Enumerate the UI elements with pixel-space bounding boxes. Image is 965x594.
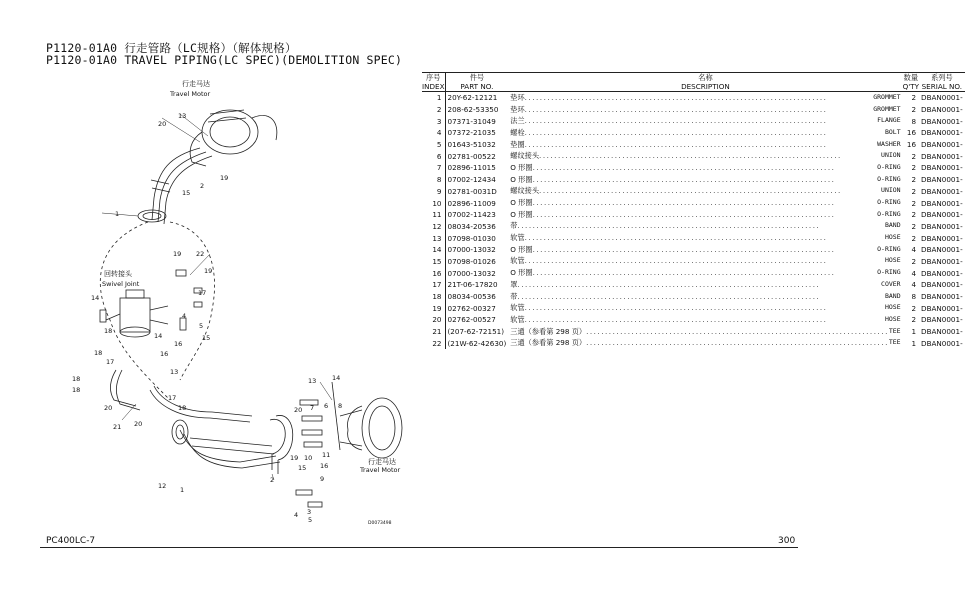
callout: 8 (338, 402, 343, 410)
callout: 7 (310, 404, 315, 412)
callout: 20 (104, 404, 113, 412)
drawing-number: D0073498 (368, 521, 392, 526)
row-index: 2 (422, 104, 445, 116)
row-serial-number: DBAN0001- (921, 175, 963, 185)
callout: 22 (196, 250, 205, 258)
row-description-cn: O 形圈 (510, 244, 533, 254)
row-index: 16 (422, 267, 445, 279)
row-serial-number: DBAN0001- (921, 256, 963, 266)
row-quantity: 2 (911, 233, 917, 243)
row-part-number: 07000-13032 (447, 268, 496, 278)
row-description-cn: 带 (510, 221, 518, 231)
callout: 14 (154, 332, 163, 340)
lower-pipes (270, 382, 343, 507)
row-part-number: 21T-06-17820 (447, 280, 498, 290)
row-serial-number: DBAN0001- (921, 151, 963, 161)
row-quantity: 2 (911, 303, 917, 313)
row-description (508, 197, 902, 209)
header-serial-cn: 系列号 (919, 73, 965, 83)
callout: 20 (134, 420, 143, 428)
leader-dots: ................................................................................ (586, 338, 889, 348)
leader-dots: ................................................................................ (532, 198, 836, 208)
callout: 16 (160, 350, 169, 358)
row-part-number: 02896-11009 (447, 198, 496, 208)
row-index: 9 (422, 186, 445, 198)
row-description-cn: O 形圈 (510, 268, 533, 278)
row-serial-number: DBAN0001- (921, 338, 963, 348)
leader-dots: ................................................................................ (517, 221, 821, 231)
row-serial-number: DBAN0001- (921, 186, 963, 196)
row-description-en: O-RING (877, 174, 901, 183)
header-qty-en: Q'TY (902, 82, 920, 91)
row-part-number: (207-62-72151) (447, 327, 505, 337)
callout: 10 (304, 454, 313, 462)
row-part-number: (21W-62-42630) (447, 338, 507, 348)
table-row (422, 104, 965, 116)
swivel-joint-label-en: Swivel Joint (102, 280, 140, 288)
row-index: 7 (422, 162, 445, 174)
header-desc-cn: 名称 (508, 73, 902, 83)
leader-dots: ................................................................................ (532, 174, 836, 184)
row-index: 20 (422, 314, 445, 326)
row-description (508, 92, 902, 104)
row-description-en: O-RING (877, 244, 901, 253)
table-row (422, 267, 965, 279)
table-header-row-cn (422, 73, 965, 83)
row-description (508, 244, 902, 256)
row-quantity: 2 (911, 210, 917, 220)
table-row (422, 326, 965, 338)
row-description-en: TEE (888, 338, 901, 347)
row-serial-number: DBAN0001- (921, 327, 963, 337)
row-description-en: WASHER (877, 139, 901, 148)
row-description (508, 314, 902, 326)
row-quantity: 2 (911, 105, 917, 115)
swivel-joint-label-cn: 回转接头 (104, 270, 132, 278)
row-serial-number: DBAN0001- (921, 128, 963, 138)
row-description (508, 139, 902, 151)
travel-motor-top-label-cn: 行走马达 (182, 80, 210, 88)
callout: 17 (168, 394, 177, 402)
table-row (422, 162, 965, 174)
row-quantity: 2 (911, 186, 917, 196)
parts-list-table (422, 72, 965, 349)
row-part-number: 08034-00536 (447, 292, 496, 302)
row-quantity: 2 (911, 221, 917, 231)
callout: 2 (270, 476, 275, 484)
row-description-cn: 软管 (510, 256, 525, 266)
callout: 14 (91, 294, 100, 302)
row-description-en: HOSE (884, 303, 901, 312)
table-row (422, 127, 965, 139)
row-part-number: 08034-20536 (447, 221, 496, 231)
row-description-en: BOLT (884, 127, 901, 136)
leader-dots: ................................................................................ (524, 314, 828, 324)
row-quantity: 8 (911, 292, 917, 302)
row-index: 15 (422, 256, 445, 268)
row-serial-number: DBAN0001- (921, 116, 963, 126)
row-description-cn: 三通（参看第 298 页） (510, 326, 587, 336)
row-serial-number: DBAN0001- (921, 245, 963, 255)
leader-dots: ................................................................................ (539, 186, 842, 196)
swivel-joint-drawing (106, 290, 168, 337)
row-part-number: 20Y-62-12121 (447, 93, 498, 103)
row-description-cn: 垫圈 (510, 139, 525, 149)
parts-list-body (422, 92, 965, 350)
table-row (422, 291, 965, 303)
row-serial-number: DBAN0001- (921, 163, 963, 173)
row-description (508, 337, 902, 349)
callout: 18 (178, 404, 187, 412)
row-description (508, 291, 902, 303)
callout: 13 (308, 377, 317, 385)
row-quantity: 1 (911, 338, 917, 348)
travel-motor-top-drawing (190, 110, 277, 166)
row-description (508, 279, 902, 291)
row-serial-number: DBAN0001- (921, 268, 963, 278)
leader-dots: ................................................................................ (524, 104, 828, 114)
travel-motor-bottom-label-en: Travel Motor (360, 466, 401, 474)
row-description-en: GROMMET (873, 92, 901, 101)
row-description (508, 115, 902, 127)
row-index: 21 (422, 326, 445, 338)
row-quantity: 2 (911, 151, 917, 161)
callout: 18 (94, 349, 103, 357)
row-part-number: 07371-31049 (447, 116, 496, 126)
table-row (422, 302, 965, 314)
row-part-number: 07372-21035 (447, 128, 496, 138)
row-index: 6 (422, 150, 445, 162)
callout: 20 (158, 120, 167, 128)
row-part-number: 02781-0031D (447, 186, 497, 196)
callout: 1 (180, 486, 185, 494)
row-description (508, 150, 902, 162)
table-row (422, 337, 965, 349)
header-serial-en: SERIAL NO. (919, 82, 965, 92)
row-index: 4 (422, 127, 445, 139)
leader-dots: ................................................................................ (524, 127, 828, 137)
table-header-row-en (422, 82, 965, 92)
row-part-number: 02896-11015 (447, 163, 496, 173)
callout: 2 (200, 182, 205, 190)
row-serial-number: DBAN0001- (921, 198, 963, 208)
page-number: 300 (778, 536, 796, 546)
callout: 19 (220, 174, 229, 182)
header-part-en: PART NO. (445, 82, 508, 92)
row-description-cn: 软管 (510, 314, 525, 324)
fittings-left (100, 270, 202, 330)
row-index: 10 (422, 197, 445, 209)
row-description-en: HOSE (884, 256, 901, 265)
leader-dots: ................................................................................ (539, 151, 842, 161)
travel-motor-top-label-en: Travel Motor (170, 90, 211, 98)
callout: 9 (320, 475, 325, 483)
row-index: 3 (422, 115, 445, 127)
row-index: 17 (422, 279, 445, 291)
row-index: 18 (422, 291, 445, 303)
row-description (508, 127, 902, 139)
row-description-cn: 螺纹接头 (510, 151, 540, 161)
row-description-en: HOSE (884, 233, 901, 242)
row-quantity: 2 (911, 93, 917, 103)
row-serial-number: DBAN0001- (921, 303, 963, 313)
callout: 17 (106, 358, 115, 366)
row-index: 11 (422, 209, 445, 221)
row-description-cn: 软管 (510, 303, 525, 313)
row-description (508, 186, 902, 198)
leader-dots: ................................................................................ (524, 116, 828, 126)
row-description-cn: 三通（参看第 298 页） (510, 338, 587, 348)
page-title-chinese: P1120-01A0 行走管路（LC规格）（解体规格） (46, 41, 297, 55)
table-row (422, 221, 965, 233)
row-quantity: 1 (911, 327, 917, 337)
row-description-cn: O 形圈 (510, 198, 533, 208)
page-title-english: P1120-01A0 TRAVEL PIPING(LC SPEC)(DEMOLITION SPEC) (46, 53, 403, 67)
callout: 20 (294, 406, 303, 414)
row-description-en: BAND (884, 221, 901, 230)
row-description-cn: O 形圈 (510, 174, 533, 184)
row-part-number: 02762-00327 (447, 303, 496, 313)
callout: 11 (322, 451, 331, 459)
callout: 17 (198, 289, 207, 297)
header-index-en: INDEX (422, 82, 445, 91)
leader-dots: ................................................................................ (517, 291, 821, 301)
leader-dots: ................................................................................ (517, 279, 821, 289)
row-description-en: HOSE (884, 314, 901, 323)
row-serial-number: DBAN0001- (921, 233, 963, 243)
header-qty-cn: 数量 (903, 73, 919, 82)
row-quantity: 2 (911, 256, 917, 266)
row-index: 8 (422, 174, 445, 186)
table-row (422, 174, 965, 186)
callout: 13 (170, 368, 179, 376)
row-description (508, 256, 902, 268)
row-description (508, 221, 902, 233)
row-index: 12 (422, 221, 445, 233)
row-serial-number: DBAN0001- (921, 93, 963, 103)
callout: 15 (298, 464, 307, 472)
row-description-cn: 垫环 (510, 92, 525, 102)
row-index: 13 (422, 232, 445, 244)
header-index-cn: 序号 (422, 73, 445, 83)
row-quantity: 4 (911, 268, 917, 278)
callout: 16 (174, 340, 183, 348)
callout: 13 (178, 112, 187, 120)
leader-dots: ................................................................................ (524, 233, 828, 243)
callout-numbers (72, 112, 342, 524)
row-description-cn: 垫环 (510, 104, 525, 114)
row-part-number: 07098-01030 (447, 233, 496, 243)
row-part-number: 208-62-53350 (447, 105, 499, 115)
row-part-number: 07002-11423 (447, 210, 496, 220)
row-serial-number: DBAN0001- (921, 210, 963, 220)
table-row (422, 232, 965, 244)
table-row (422, 115, 965, 127)
row-description (508, 104, 902, 116)
callout: 15 (202, 334, 211, 342)
row-index: 19 (422, 302, 445, 314)
callout: 4 (182, 312, 187, 320)
row-quantity: 4 (911, 280, 917, 290)
frame-outline (100, 222, 214, 400)
row-quantity: 16 (906, 140, 917, 150)
callout: 1 (115, 210, 120, 218)
row-description-en: GROMMET (873, 104, 901, 113)
row-quantity: 4 (911, 245, 917, 255)
leader-dots: ................................................................................ (532, 209, 836, 219)
row-index: 5 (422, 139, 445, 151)
callout: 19 (173, 250, 182, 258)
row-serial-number: DBAN0001- (921, 221, 963, 231)
lower-hose-bundle (110, 370, 280, 468)
callout: 4 (294, 511, 299, 519)
row-serial-number: DBAN0001- (921, 280, 963, 290)
callout: 12 (158, 482, 167, 490)
leader-dots: ................................................................................ (532, 162, 836, 172)
row-part-number: 07002-12434 (447, 175, 496, 185)
row-description-cn: 软管 (510, 233, 525, 243)
table-row (422, 150, 965, 162)
table-row (422, 186, 965, 198)
callout: 19 (204, 267, 213, 275)
travel-motor-bottom-label-cn: 行走马达 (368, 458, 396, 466)
table-row (422, 92, 965, 104)
callout: 14 (332, 374, 341, 382)
header-part-cn: 件号 (445, 73, 508, 83)
row-description-cn: O 形圈 (510, 209, 533, 219)
leader-dots: ................................................................................ (524, 303, 828, 313)
row-description (508, 326, 902, 338)
callout: 15 (182, 189, 191, 197)
row-serial-number: DBAN0001- (921, 292, 963, 302)
callout: 18 (72, 375, 81, 383)
row-description-en: UNION (881, 186, 901, 195)
row-description-en: O-RING (877, 268, 901, 277)
row-quantity: 16 (906, 128, 917, 138)
row-description-cn: 螺纹接头 (510, 186, 540, 196)
leader-dots: ................................................................................ (586, 326, 889, 336)
callout: 3 (307, 508, 312, 516)
header-desc-en: DESCRIPTION (508, 82, 902, 92)
leader-dots: ................................................................................ (524, 139, 828, 149)
row-description-en: BAND (884, 291, 901, 300)
callout: 16 (320, 462, 329, 470)
callout: 6 (324, 402, 329, 410)
row-description-cn: 法兰 (510, 116, 525, 126)
callout: 21 (113, 423, 122, 431)
callout: 18 (72, 386, 81, 394)
callout: 19 (290, 454, 299, 462)
row-description-en: TEE (888, 326, 901, 335)
row-description-en: O-RING (877, 198, 901, 207)
leader-dots: ................................................................................ (532, 268, 836, 278)
row-description (508, 232, 902, 244)
row-description (508, 302, 902, 314)
row-description (508, 209, 902, 221)
row-quantity: 2 (911, 198, 917, 208)
row-description-en: FLANGE (877, 116, 901, 125)
grommet-lower (172, 420, 188, 444)
model-number: PC400LC-7 (46, 536, 96, 546)
row-index: 1 (422, 92, 445, 104)
callout: 18 (104, 327, 113, 335)
parts-diagram (40, 70, 410, 530)
row-description-cn: 罩 (510, 279, 518, 289)
row-description-en: UNION (881, 151, 901, 160)
callout: 5 (308, 516, 313, 524)
row-quantity: 2 (911, 163, 917, 173)
row-quantity: 8 (911, 116, 917, 126)
table-row (422, 279, 965, 291)
row-part-number: 02781-00522 (447, 151, 496, 161)
leader-dots: ................................................................................ (524, 256, 828, 266)
row-description-en: O-RING (877, 162, 901, 171)
row-description-cn: O 形圈 (510, 162, 533, 172)
row-description (508, 174, 902, 186)
row-serial-number: DBAN0001- (921, 105, 963, 115)
row-quantity: 2 (911, 315, 917, 325)
row-description-en: COVER (881, 279, 901, 288)
row-part-number: 01643-51032 (447, 140, 496, 150)
row-serial-number: DBAN0001- (921, 140, 963, 150)
leader-dots: ................................................................................ (532, 244, 836, 254)
row-description-cn: 螺栓 (510, 127, 525, 137)
row-part-number: 02762-00527 (447, 315, 496, 325)
row-description-en: O-RING (877, 209, 901, 218)
travel-motor-bottom-drawing (340, 398, 402, 458)
row-description (508, 267, 902, 279)
table-row (422, 256, 965, 268)
row-part-number: 07000-13032 (447, 245, 496, 255)
table-row (422, 244, 965, 256)
callout: 5 (199, 322, 204, 330)
footer-divider (40, 547, 798, 548)
row-description-cn: 带 (510, 291, 518, 301)
leader-dots: ................................................................................ (524, 92, 828, 102)
table-row (422, 314, 965, 326)
row-description (508, 162, 902, 174)
table-row (422, 139, 965, 151)
row-quantity: 2 (911, 175, 917, 185)
row-index: 22 (422, 337, 445, 349)
table-row (422, 209, 965, 221)
row-part-number: 07098-01026 (447, 256, 496, 266)
row-serial-number: DBAN0001- (921, 315, 963, 325)
table-row (422, 197, 965, 209)
row-index: 14 (422, 244, 445, 256)
